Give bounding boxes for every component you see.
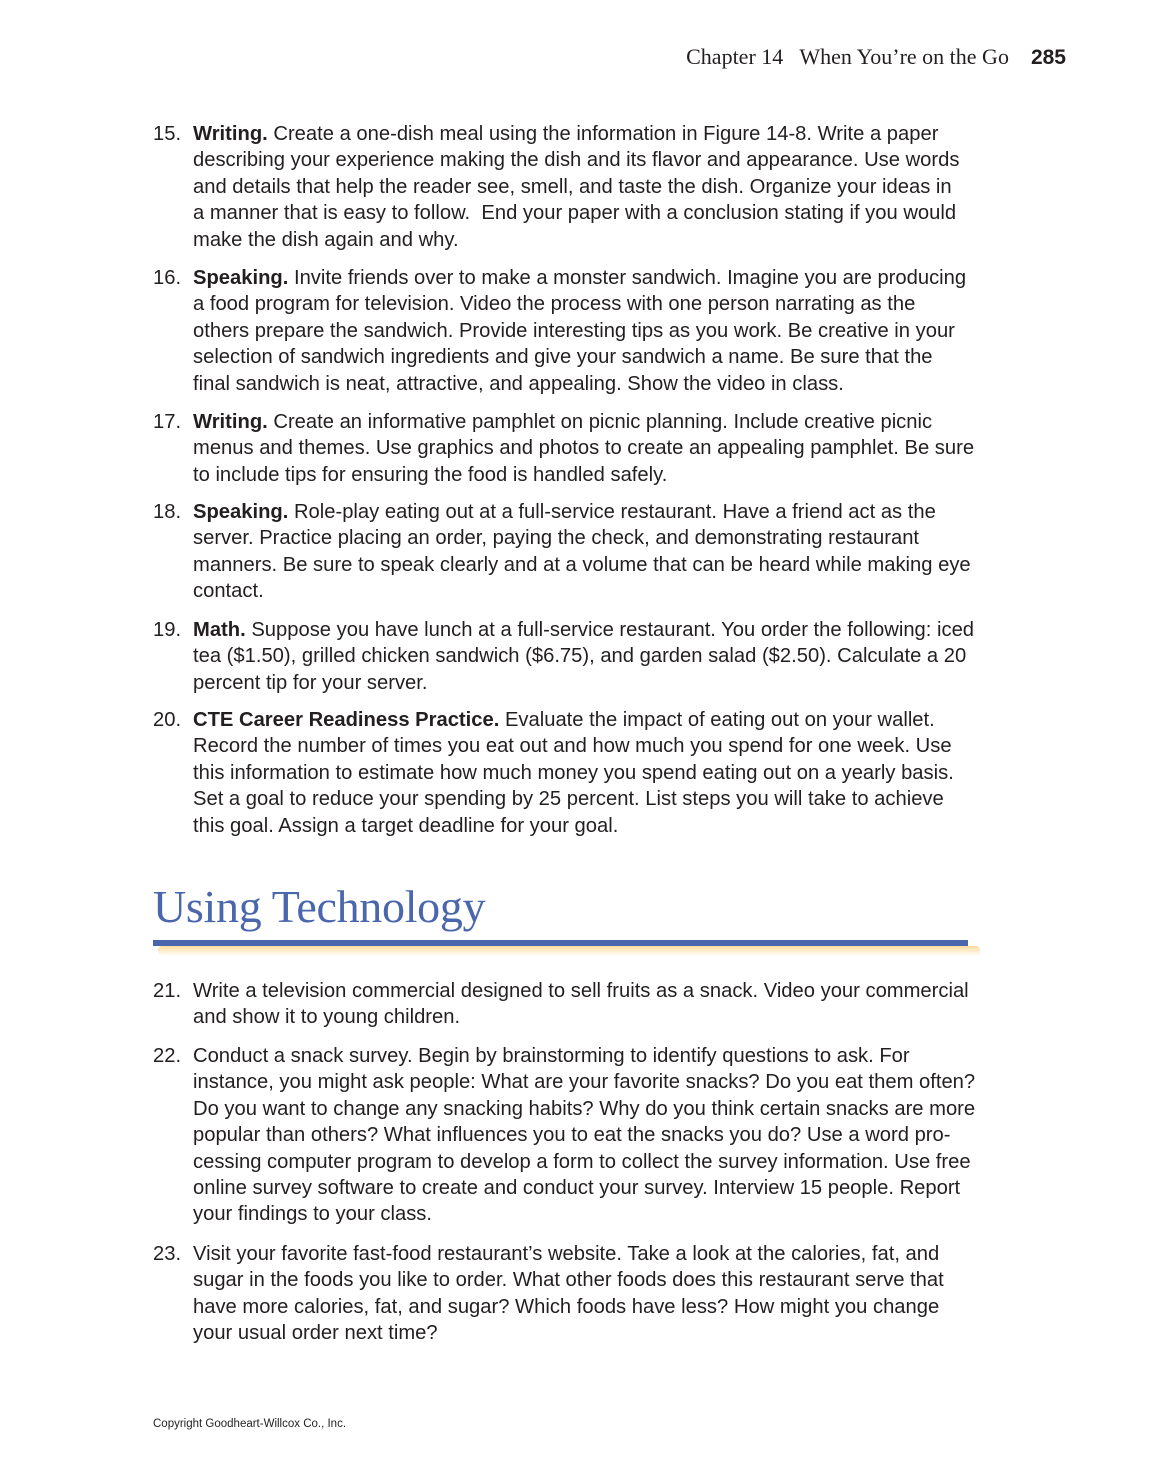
item-number: 21.: [153, 980, 182, 1002]
item-text: Visit your favorite fast-food restaurant’s website. Take a look at the calories, fat, and: [193, 1243, 940, 1265]
activity-item-23: [153, 1241, 1083, 1347]
item-text: instance, you might ask people: What are your favorite snacks? Do you eat them often?: [193, 1071, 976, 1094]
item-label: Speaking.: [193, 267, 289, 289]
item-text: your usual order next time?: [193, 1322, 438, 1345]
copyright-notice: Copyright Goodheart-Willcox Co., Inc.: [153, 1418, 347, 1430]
item-label: Writing.: [193, 123, 268, 145]
item-text: and show it to young children.: [193, 1006, 461, 1029]
chapter-title: Chapter 14 When You’re on the Go: [686, 44, 1009, 69]
item-text: Suppose you have lunch at a full-service restaurant. You order the following: iced: [245, 619, 975, 641]
item-text: menus and themes. Use graphics and photos to create an appealing pamphlet. Be sure: [193, 437, 975, 460]
item-text: this goal. Assign a target deadline for your goal.: [193, 814, 619, 837]
item-number: 16.: [153, 267, 182, 289]
item-text: selection of sandwich ingredients and give your sandwich a name. Be sure that the: [193, 346, 933, 369]
item-label: Writing.: [193, 411, 268, 433]
item-text: online survey software to create and conduct your survey. Interview 15 people. Report: [193, 1177, 961, 1200]
item-text: server. Practice placing an order, paying the check, and demonstrating restaurant: [193, 527, 920, 550]
item-text: final sandwich is neat, attractive, and appealing. Show the video in class.: [193, 372, 844, 395]
item-number: 19.: [153, 619, 182, 641]
item-text: a food program for television. Video the process with one person narrating as the: [193, 293, 916, 316]
activity-item-19: [153, 617, 1083, 696]
item-number: 15.: [153, 123, 182, 145]
item-text: your findings to your class.: [193, 1203, 432, 1226]
heading-underline-rule: [153, 940, 968, 946]
running-head: [686, 44, 1066, 70]
item-text: contact.: [193, 580, 264, 603]
activity-item-15: [153, 121, 1083, 253]
activity-item-20: [153, 707, 1083, 839]
item-text: sugar in the foods you like to order. What other foods does this restaurant serve that: [193, 1269, 944, 1292]
item-text: make the dish again and why.: [193, 228, 459, 251]
item-text: to include tips for ensuring the food is handled safely.: [193, 463, 668, 486]
item-text: Do you want to change any snacking habits? Why do you think certain snacks are more: [193, 1097, 976, 1120]
item-text: Set a goal to reduce your spending by 25 percent. List steps you will take to achieve: [193, 788, 944, 811]
activity-item-21: [153, 978, 1083, 1031]
item-label: CTE Career Readiness Practice.: [193, 709, 500, 731]
item-label: Speaking.: [193, 501, 289, 523]
item-text: Record the number of times you eat out and how much you spend for one week. Use: [193, 735, 952, 758]
item-number: 18.: [153, 501, 182, 523]
item-number: 20.: [153, 709, 182, 731]
item-number: 23.: [153, 1243, 182, 1265]
item-text: and details that help the reader see, smell, and taste the dish. Organize your ideas in: [193, 175, 952, 198]
item-text: Invite friends over to make a monster sandwich. Imagine you are producing: [288, 267, 967, 289]
item-text: Create an informative pamphlet on picnic planning. Include creative picnic: [267, 411, 933, 433]
activity-item-17: [153, 409, 1083, 488]
item-text: this information to estimate how much money you spend eating out on a yearly basis.: [193, 761, 954, 784]
item-label: Math.: [193, 619, 246, 641]
item-text: cessing computer program to develop a form to collect the survey information. Use free: [193, 1150, 971, 1173]
section-heading: Using Technology: [153, 881, 486, 932]
item-text: Write a television commercial designed to sell fruits as a snack. Video your commercial: [193, 980, 969, 1002]
activity-item-18: [153, 499, 1083, 605]
item-text: Create a one-dish meal using the information in Figure 14-8. Write a paper: [267, 123, 939, 145]
item-text: Conduct a snack survey. Begin by brainstorming to identify questions to ask. For: [193, 1045, 910, 1067]
item-text: manners. Be sure to speak clearly and at a volume that can be heard while making eye: [193, 553, 971, 576]
item-text: tea ($1.50), grilled chicken sandwich ($6.75), and garden salad ($2.50). Calculate a 20: [193, 645, 967, 668]
item-text: percent tip for your server.: [193, 671, 428, 694]
item-number: 17.: [153, 411, 182, 433]
item-text: Role-play eating out at a full-service restaurant. Have a friend act as the: [288, 501, 936, 523]
item-text: a manner that is easy to follow. End your paper with a conclusion stating if you would: [193, 202, 957, 225]
item-text: popular than others? What influences you to eat the snacks you do? Use a word pro-: [193, 1124, 951, 1147]
item-text: others prepare the sandwich. Provide interesting tips as you work. Be creative in your: [193, 319, 955, 342]
item-text: have more calories, fat, and sugar? Which foods have less? How might you change: [193, 1295, 940, 1318]
heading-underline-glow: [158, 946, 980, 956]
activity-item-22: [153, 1043, 1083, 1228]
item-text: Evaluate the impact of eating out on your wallet.: [499, 709, 935, 731]
activity-item-16: [153, 265, 1083, 397]
item-text: describing your experience making the dish and its flavor and appearance. Use words: [193, 149, 960, 172]
page-number: 285: [1030, 46, 1066, 69]
item-number: 22.: [153, 1045, 182, 1067]
